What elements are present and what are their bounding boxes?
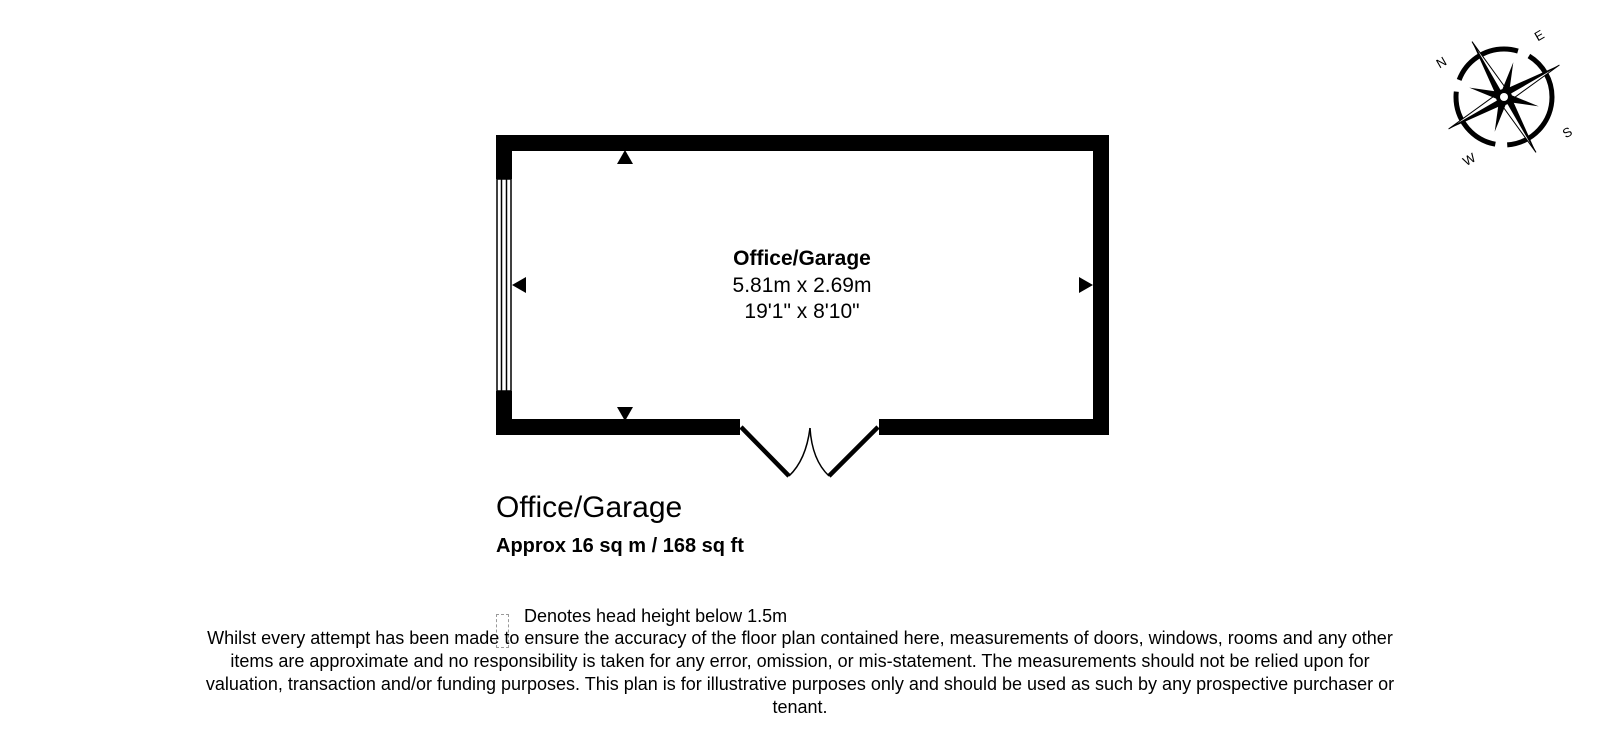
disclaimer: Whilst every attempt has been made to ensure the accuracy of the floor plan contained here, measurements of doors, windows, rooms and any other items are approximate and no responsibility is taken for any error, omission, or mis-statement. The measurements should not be relied upon for valuation, transaction and/or funding purposes. This plan is for illustrative purposes only and should be used as such by any prospective purchaser or tenant. — [205, 628, 1395, 717]
wall-left-upper — [496, 135, 512, 179]
door-leaf-left — [741, 427, 789, 476]
compass-label-w: W — [1460, 149, 1479, 169]
room-dimensions-metric: 5.81m x 2.69m — [732, 274, 872, 297]
arrow-right-icon — [1079, 277, 1093, 293]
arrow-left-icon — [512, 277, 526, 293]
legend-text: Denotes head height below 1.5m — [524, 606, 788, 626]
compass-label-s: S — [1559, 123, 1575, 142]
room-name: Office/Garage — [733, 247, 871, 270]
window — [497, 179, 511, 391]
wall-right — [1093, 135, 1109, 435]
door-swing-right — [810, 428, 829, 476]
floor-area: Approx 16 sq m / 168 sq ft — [496, 535, 744, 557]
door-leaf-right — [829, 427, 878, 476]
arrow-up-icon — [617, 150, 633, 164]
door-swing-left — [789, 428, 810, 476]
double-door — [741, 427, 878, 476]
legend — [496, 604, 787, 628]
floor-title: Office/Garage — [496, 491, 683, 524]
arrow-down-icon — [617, 407, 633, 421]
wall-bottom-left — [496, 419, 740, 435]
compass-label-e: E — [1531, 26, 1547, 45]
compass-rose — [1417, 10, 1592, 185]
room-dimensions-imperial: 19'1" x 8'10" — [744, 300, 860, 323]
wall-top — [496, 135, 1109, 151]
wall-bottom-right — [879, 419, 1109, 435]
compass-label-n: N — [1433, 53, 1450, 72]
